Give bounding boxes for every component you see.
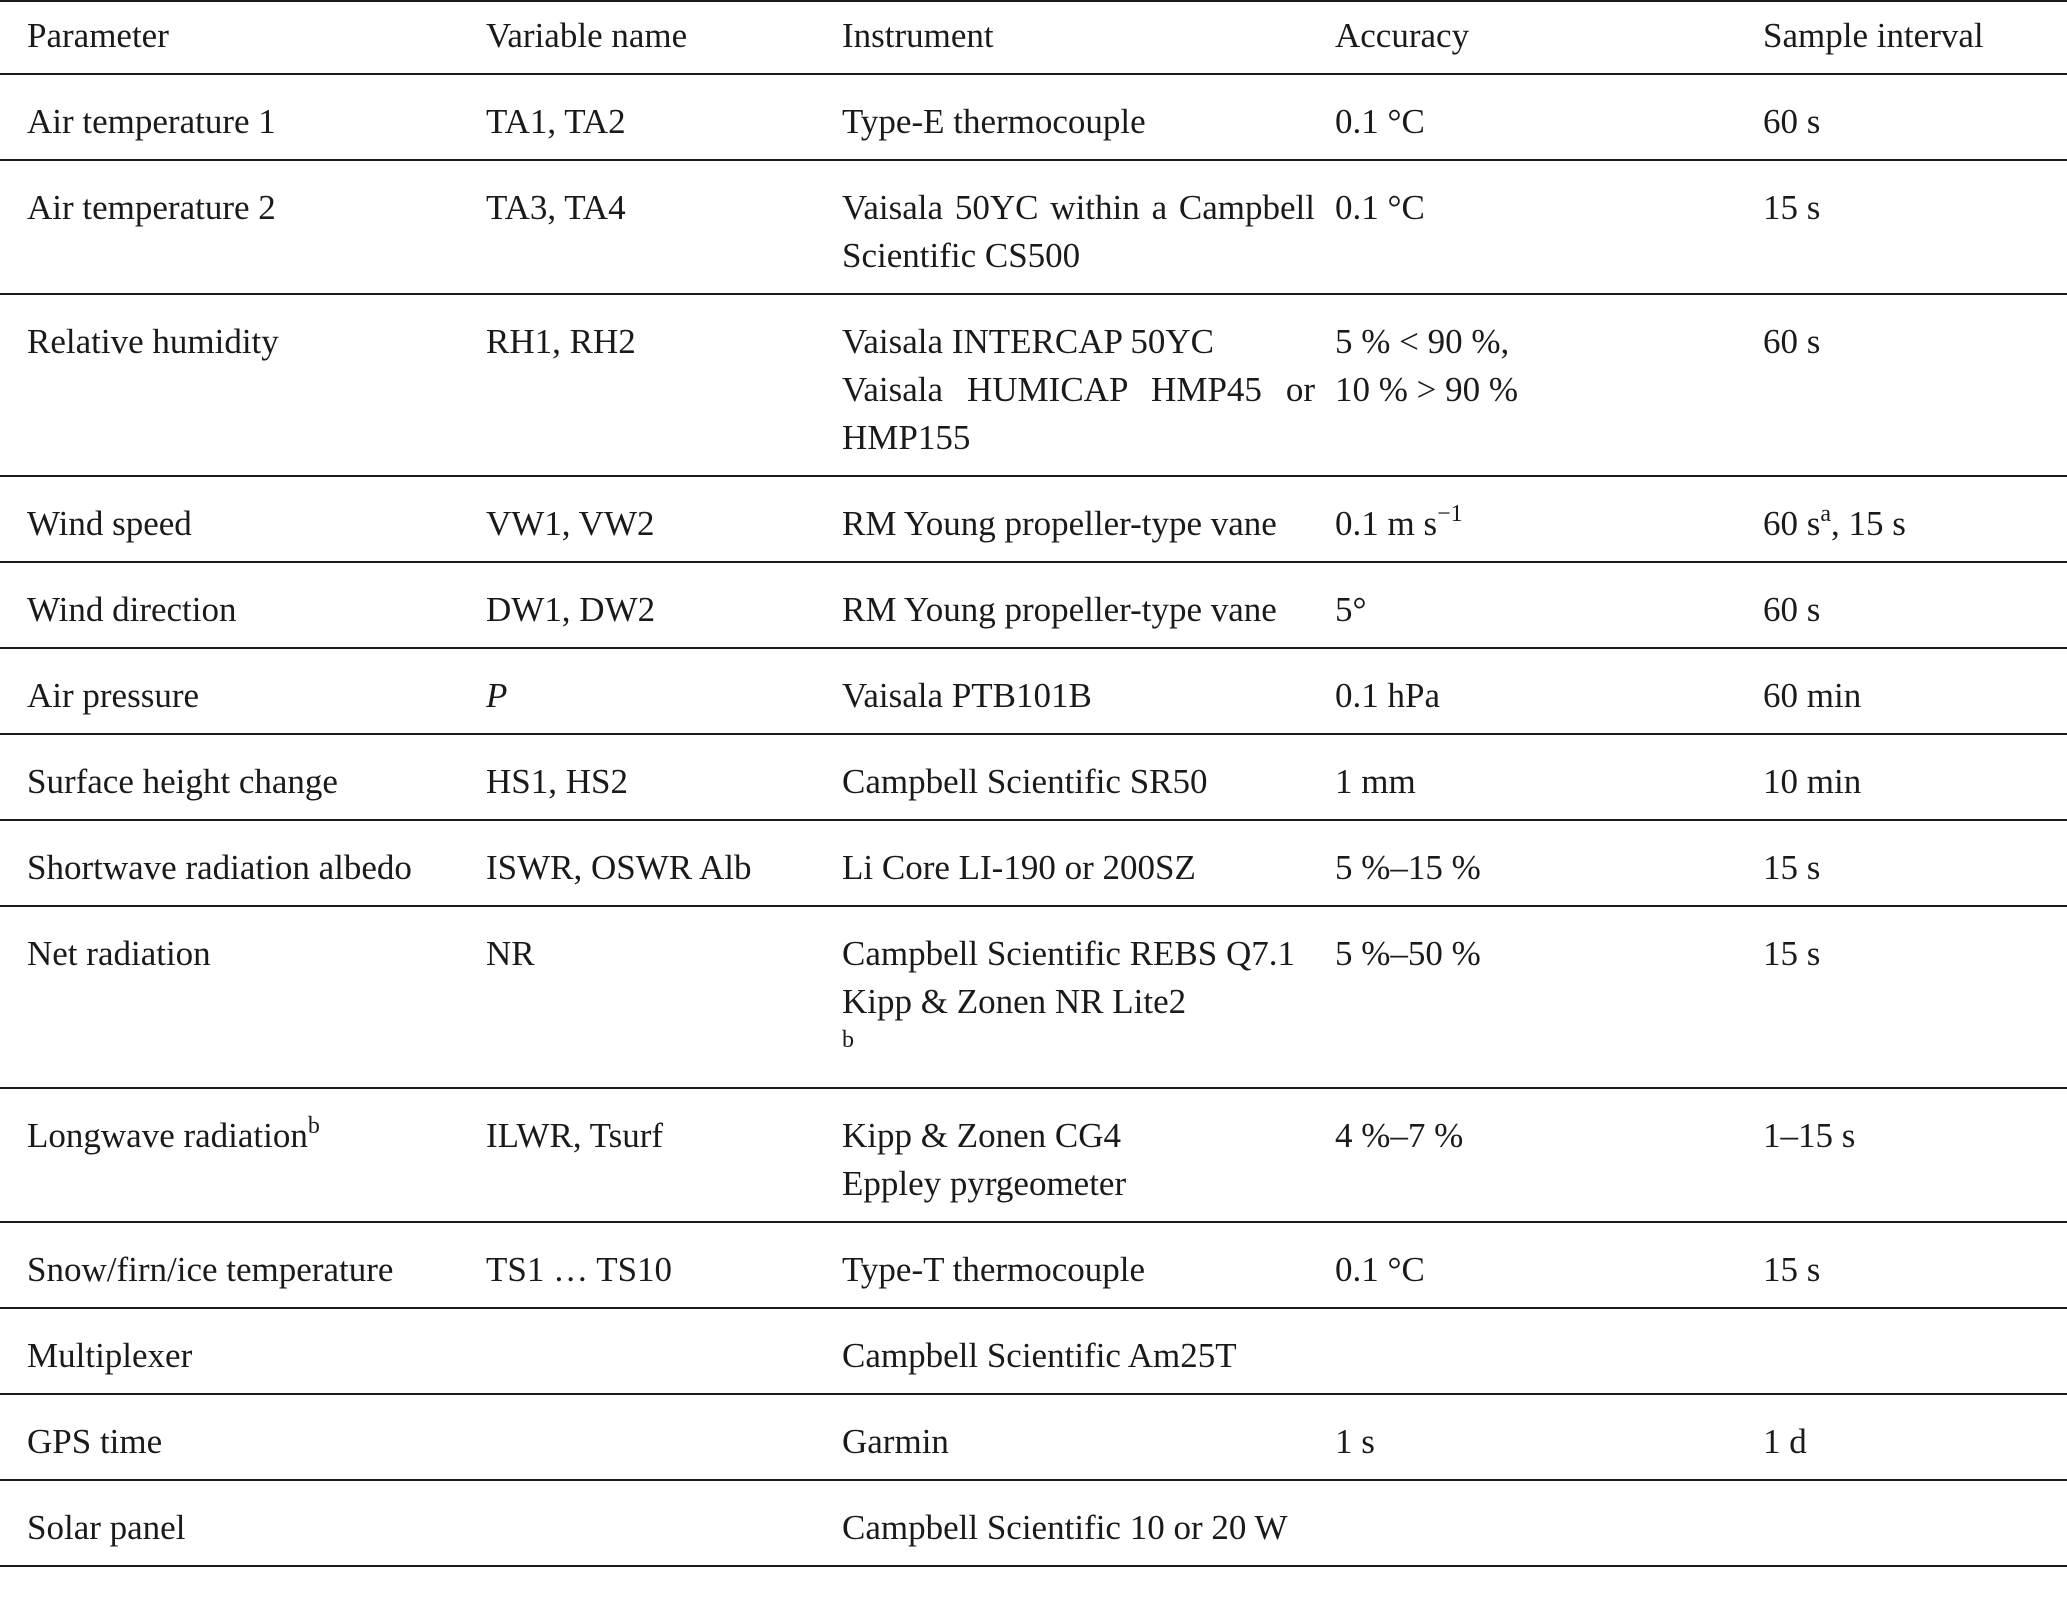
table-row [0,74,2067,160]
header-parameter: Parameter [27,16,169,55]
accuracy-line: 0.1 °C [1335,188,1425,227]
instrument-line: Campbell Scientific Am25T [842,1336,1237,1375]
cell-sample-interval: 60 s [1763,322,1821,361]
table-row [0,562,2067,648]
instrument-line: RM Young propeller-type vane [842,590,1277,629]
cell-accuracy [1335,562,1763,648]
cell-variable-name: P [486,676,508,715]
cell-variable-name: TA3, TA4 [486,188,626,227]
accuracy-line: 4 %–7 % [1335,1116,1464,1155]
cell-accuracy [1335,1394,1763,1480]
cell-variable-name: TA1, TA2 [486,102,626,141]
cell-parameter: Wind direction [27,590,237,629]
cell-variable-name [486,1394,842,1480]
cell-instrument [842,160,1335,294]
cell-sample-interval: 60 s [1763,102,1821,141]
table-row [0,1394,2067,1480]
instrument-line: Vaisala HUMICAP HMP45 or HMP155 [842,370,1315,457]
instrument-line: Eppley pyrgeometer [842,1164,1127,1203]
table-row [0,476,2067,562]
cell-instrument [842,294,1335,476]
header-instrument: Instrument [842,16,994,55]
cell-parameter: Air pressure [27,676,200,715]
cell-instrument [842,734,1335,820]
instrument-line: Kipp & Zonen CG4 [842,1116,1122,1155]
table-row [0,1088,2067,1222]
cell-variable-name: HS1, HS2 [486,762,628,801]
table-row [0,820,2067,906]
cell-parameter [0,1088,486,1222]
cell-accuracy [1335,1480,1763,1566]
instrument-line: RM Young propeller-type vane [842,504,1277,543]
instrument-extra-text: Kipp & Zonen NR Lite2 [842,982,1187,1021]
cell-accuracy [1335,1088,1763,1222]
cell-instrument [842,476,1335,562]
accuracy-text: 0.1 m s [1335,504,1438,543]
accuracy-line: 0.1 °C [1335,1250,1425,1289]
table-row [0,1480,2067,1566]
accuracy-line: 10 % > 90 % [1335,370,1519,409]
cell-instrument [842,1088,1335,1222]
cell-parameter: Wind speed [27,504,192,543]
cell-parameter: Air temperature 2 [27,188,276,227]
cell-sample-interval: 15 s [1763,848,1821,887]
cell-parameter: Air temperature 1 [27,102,276,141]
cell-sample-interval: 1–15 s [1763,1116,1856,1155]
instrument-line: Type-T thermocouple [842,1250,1146,1289]
accuracy-line: 5 %–15 % [1335,848,1481,887]
cell-instrument [842,1394,1335,1480]
instrument-line: Vaisala PTB101B [842,676,1092,715]
cell-parameter: Surface height change [27,762,338,801]
cell-accuracy [1335,1308,1763,1394]
cell-variable-name [486,1480,842,1566]
cell-instrument [842,562,1335,648]
instrument-line: Campbell Scientific REBS Q7.1 [842,934,1296,973]
footnote-marker-b: b [842,1027,854,1053]
cell-instrument [842,648,1335,734]
cell-variable-name: ISWR, OSWR Alb [486,848,752,887]
cell-parameter: Solar panel [27,1508,186,1547]
instrument-line: Type-E thermocouple [842,102,1146,141]
table-row [0,906,2067,1088]
accuracy-line: 0.1 °C [1335,102,1425,141]
instrument-line [842,978,1315,1074]
cell-parameter: Multiplexer [27,1336,193,1375]
cell-parameter: Snow/firn/ice temperature [27,1250,394,1289]
header-variable-name: Variable name [486,16,688,55]
instrument-line: Vaisala 50YC within a Campbell Scientific CS500 [842,188,1315,275]
cell-sample-interval [1763,1480,2067,1566]
cell-instrument [842,74,1335,160]
cell-instrument [842,1308,1335,1394]
table-row [0,160,2067,294]
cell-variable-name: TS1 … TS10 [486,1250,673,1289]
table-row [0,734,2067,820]
cell-accuracy [1335,294,1763,476]
cell-accuracy [1335,820,1763,906]
accuracy-line: 1 mm [1335,762,1416,801]
cell-variable-name [486,1308,842,1394]
header-accuracy: Accuracy [1335,16,1470,55]
cell-accuracy [1335,648,1763,734]
cell-variable-name: DW1, DW2 [486,590,656,629]
instrument-line: Vaisala INTERCAP 50YC [842,322,1215,361]
cell-variable-name: ILWR, Tsurf [486,1116,664,1155]
cell-accuracy [1335,734,1763,820]
table-row [0,648,2067,734]
cell-instrument [842,1480,1335,1566]
instrument-line: Garmin [842,1422,949,1461]
instrument-line: Campbell Scientific SR50 [842,762,1208,801]
accuracy-superscript: −1 [1437,501,1463,527]
parameter-text: Longwave radiation [27,1116,308,1155]
cell-sample-interval: 15 s [1763,934,1821,973]
interval-text: 60 s [1763,504,1821,543]
footnote-marker-b: b [307,1113,320,1139]
cell-accuracy [1335,476,1763,562]
cell-sample-interval: 15 s [1763,188,1821,227]
cell-parameter: Net radiation [27,934,211,973]
cell-parameter: Relative humidity [27,322,279,361]
table-row [0,294,2067,476]
instrument-line: Campbell Scientific 10 or 20 W [842,1508,1288,1547]
cell-variable-name: RH1, RH2 [486,322,636,361]
instrument-line: Li Core LI-190 or 200SZ [842,848,1196,887]
cell-sample-interval: 15 s [1763,1250,1821,1289]
cell-accuracy [1335,160,1763,294]
footnote-marker-a: a [1820,501,1832,527]
table-row [0,1308,2067,1394]
accuracy-line: 0.1 hPa [1335,676,1440,715]
cell-parameter: GPS time [27,1422,163,1461]
table-row [0,1222,2067,1308]
cell-sample-interval: 10 min [1763,762,1862,801]
cell-sample-interval: 60 s [1763,590,1821,629]
accuracy-line: 5 % < 90 %, [1335,322,1510,361]
header-sample-interval: Sample interval [1763,16,1984,55]
cell-accuracy [1335,74,1763,160]
cell-sample-interval: 1 d [1763,1422,1807,1461]
cell-parameter: Shortwave radiation albedo [27,848,412,887]
cell-variable-name: NR [486,934,535,973]
cell-sample-interval [1763,1308,2067,1394]
accuracy-line: 5 %–50 % [1335,934,1481,973]
cell-instrument [842,820,1335,906]
cell-sample-interval [1763,476,2067,562]
cell-instrument [842,906,1335,1088]
accuracy-line: 5° [1335,590,1367,629]
cell-variable-name: VW1, VW2 [486,504,655,543]
table-header-row [0,1,2067,74]
cell-instrument [842,1222,1335,1308]
cell-accuracy [1335,1222,1763,1308]
cell-sample-interval: 60 min [1763,676,1862,715]
cell-accuracy [1335,906,1763,1088]
interval-tail: , 15 s [1831,504,1906,543]
accuracy-line: 1 s [1335,1422,1375,1461]
